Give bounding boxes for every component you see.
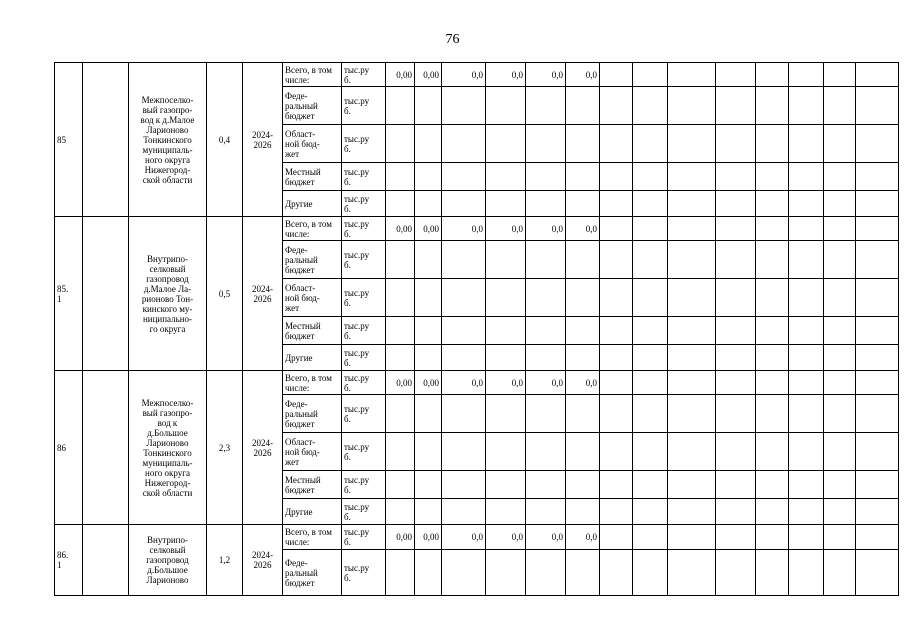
project-years: 2024- 2026 (243, 217, 283, 371)
empty-cell (526, 241, 566, 279)
funding-source: Феде- ральный бюджет (283, 395, 342, 433)
empty-cell (386, 550, 415, 596)
unit-cell: тыс.ру б. (342, 471, 386, 499)
total-value: 0,0 (442, 371, 486, 395)
project-length: 1,2 (207, 525, 243, 596)
unit-cell: тыс.ру б. (342, 125, 386, 163)
empty-cell (633, 279, 668, 317)
funding-source: Другие (283, 191, 342, 217)
funding-source: Местный бюджет (283, 471, 342, 499)
project-number: 86. 1 (55, 525, 83, 596)
empty-cell (526, 279, 566, 317)
empty-cell (824, 345, 856, 371)
unit-cell: тыс.ру б. (342, 163, 386, 191)
total-value: 0,0 (526, 63, 566, 87)
empty-cell (526, 191, 566, 217)
total-value: 0,0 (486, 217, 526, 241)
empty-cell (386, 279, 415, 317)
funding-source: Всего, в том числе: (283, 217, 342, 241)
empty-cell (415, 279, 442, 317)
empty-cell (716, 125, 756, 163)
empty-cell (83, 525, 129, 596)
empty-cell (789, 125, 824, 163)
table-row (55, 217, 899, 241)
empty-cell (756, 471, 789, 499)
empty-cell (415, 433, 442, 471)
empty-cell (486, 279, 526, 317)
empty-cell (824, 550, 856, 596)
funding-source: Област- ной бюд- жет (283, 279, 342, 317)
empty-cell (856, 471, 899, 499)
empty-cell (415, 345, 442, 371)
funding-source: Всего, в том числе: (283, 63, 342, 87)
empty-cell (386, 499, 415, 525)
empty-cell (856, 87, 899, 125)
empty-cell (789, 241, 824, 279)
project-name: Внутрипо- селковый газопровод д.Большое Ларионово (129, 525, 207, 596)
total-value: 0,0 (566, 525, 600, 550)
empty-cell (442, 125, 486, 163)
empty-cell (442, 471, 486, 499)
empty-cell (716, 241, 756, 279)
empty-cell (526, 471, 566, 499)
empty-cell (600, 317, 633, 345)
project-number: 85 (55, 63, 83, 217)
empty-cell (716, 217, 756, 241)
empty-cell (633, 125, 668, 163)
total-value: 0,00 (415, 63, 442, 87)
empty-cell (442, 345, 486, 371)
empty-cell (633, 433, 668, 471)
unit-cell: тыс.ру б. (342, 191, 386, 217)
funding-source: Местный бюджет (283, 163, 342, 191)
project-name: Внутрипо- селковый газопровод д.Малое Ла- рионово Тон- кинского му- ниципально- го округа (129, 217, 207, 371)
empty-cell (415, 499, 442, 525)
empty-cell (526, 163, 566, 191)
empty-cell (789, 433, 824, 471)
empty-cell (442, 191, 486, 217)
total-value: 0,0 (486, 371, 526, 395)
funding-source: Другие (283, 499, 342, 525)
project-name: Межпоселко- вый газопро- вод к д.Большое Ларионово Тонкинского муниципаль- ного округа Нижегород- ской области (129, 371, 207, 525)
funding-source: Всего, в том числе: (283, 371, 342, 395)
project-years: 2024- 2026 (243, 63, 283, 217)
unit-cell: тыс.ру б. (342, 63, 386, 87)
empty-cell (566, 433, 600, 471)
empty-cell (600, 87, 633, 125)
empty-cell (83, 371, 129, 525)
empty-cell (442, 87, 486, 125)
empty-cell (756, 317, 789, 345)
total-value: 0,00 (415, 217, 442, 241)
empty-cell (856, 191, 899, 217)
empty-cell (756, 395, 789, 433)
empty-cell (756, 163, 789, 191)
empty-cell (756, 63, 789, 87)
empty-cell (789, 217, 824, 241)
empty-cell (789, 345, 824, 371)
empty-cell (856, 163, 899, 191)
empty-cell (824, 241, 856, 279)
empty-cell (415, 317, 442, 345)
table-row (55, 525, 899, 550)
empty-cell (526, 550, 566, 596)
empty-cell (668, 217, 716, 241)
empty-cell (386, 433, 415, 471)
empty-cell (486, 433, 526, 471)
unit-cell: тыс.ру б. (342, 317, 386, 345)
total-value: 0,0 (442, 217, 486, 241)
empty-cell (83, 217, 129, 371)
total-value: 0,00 (386, 525, 415, 550)
unit-cell: тыс.ру б. (342, 345, 386, 371)
empty-cell (486, 163, 526, 191)
budget-table (54, 62, 899, 596)
empty-cell (566, 125, 600, 163)
empty-cell (600, 345, 633, 371)
unit-cell: тыс.ру б. (342, 525, 386, 550)
empty-cell (756, 371, 789, 395)
empty-cell (856, 217, 899, 241)
empty-cell (716, 317, 756, 345)
empty-cell (856, 241, 899, 279)
empty-cell (633, 217, 668, 241)
unit-cell: тыс.ру б. (342, 371, 386, 395)
empty-cell (856, 433, 899, 471)
empty-cell (756, 525, 789, 550)
unit-cell: тыс.ру б. (342, 433, 386, 471)
total-value: 0,0 (486, 63, 526, 87)
funding-source: Област- ной бюд- жет (283, 125, 342, 163)
empty-cell (566, 395, 600, 433)
unit-cell: тыс.ру б. (342, 499, 386, 525)
empty-cell (386, 317, 415, 345)
empty-cell (789, 550, 824, 596)
empty-cell (566, 550, 600, 596)
empty-cell (668, 433, 716, 471)
empty-cell (668, 525, 716, 550)
empty-cell (526, 395, 566, 433)
empty-cell (789, 63, 824, 87)
empty-cell (386, 191, 415, 217)
empty-cell (824, 63, 856, 87)
empty-cell (415, 471, 442, 499)
empty-cell (386, 125, 415, 163)
empty-cell (716, 550, 756, 596)
empty-cell (486, 550, 526, 596)
funding-source: Всего, в том числе: (283, 525, 342, 550)
empty-cell (824, 279, 856, 317)
empty-cell (566, 499, 600, 525)
empty-cell (633, 395, 668, 433)
table-row (55, 63, 899, 87)
total-value: 0,00 (415, 525, 442, 550)
project-length: 0,4 (207, 63, 243, 217)
empty-cell (386, 163, 415, 191)
empty-cell (415, 163, 442, 191)
funding-source: Феде- ральный бюджет (283, 87, 342, 125)
empty-cell (824, 525, 856, 550)
empty-cell (633, 87, 668, 125)
empty-cell (668, 499, 716, 525)
funding-source: Област- ной бюд- жет (283, 433, 342, 471)
empty-cell (633, 241, 668, 279)
empty-cell (633, 317, 668, 345)
empty-cell (756, 433, 789, 471)
empty-cell (789, 163, 824, 191)
empty-cell (716, 371, 756, 395)
empty-cell (415, 241, 442, 279)
empty-cell (600, 279, 633, 317)
empty-cell (386, 395, 415, 433)
empty-cell (600, 433, 633, 471)
total-value: 0,0 (526, 217, 566, 241)
empty-cell (824, 217, 856, 241)
empty-cell (486, 191, 526, 217)
empty-cell (83, 63, 129, 217)
empty-cell (633, 550, 668, 596)
empty-cell (756, 345, 789, 371)
empty-cell (756, 241, 789, 279)
empty-cell (526, 125, 566, 163)
empty-cell (386, 241, 415, 279)
empty-cell (856, 395, 899, 433)
empty-cell (633, 63, 668, 87)
total-value: 0,0 (526, 371, 566, 395)
empty-cell (756, 499, 789, 525)
empty-cell (600, 395, 633, 433)
empty-cell (716, 163, 756, 191)
empty-cell (600, 63, 633, 87)
empty-cell (526, 499, 566, 525)
empty-cell (668, 163, 716, 191)
total-value: 0,0 (442, 525, 486, 550)
empty-cell (633, 525, 668, 550)
project-years: 2024- 2026 (243, 371, 283, 525)
empty-cell (668, 345, 716, 371)
empty-cell (486, 471, 526, 499)
empty-cell (526, 345, 566, 371)
empty-cell (756, 125, 789, 163)
empty-cell (856, 345, 899, 371)
empty-cell (789, 525, 824, 550)
total-value: 0,0 (526, 525, 566, 550)
empty-cell (600, 163, 633, 191)
project-name: Межпоселко- вый газопро- вод к д.Малое Ларионово Тонкинского муниципаль- ного округа Нижегород- ской области (129, 63, 207, 217)
empty-cell (486, 87, 526, 125)
total-value: 0,0 (442, 63, 486, 87)
empty-cell (716, 471, 756, 499)
empty-cell (600, 550, 633, 596)
empty-cell (789, 471, 824, 499)
empty-cell (668, 279, 716, 317)
total-value: 0,0 (566, 217, 600, 241)
empty-cell (856, 317, 899, 345)
empty-cell (415, 191, 442, 217)
empty-cell (415, 125, 442, 163)
empty-cell (716, 63, 756, 87)
empty-cell (716, 525, 756, 550)
empty-cell (856, 550, 899, 596)
empty-cell (566, 87, 600, 125)
funding-source: Другие (283, 345, 342, 371)
empty-cell (486, 345, 526, 371)
project-length: 2,3 (207, 371, 243, 525)
empty-cell (789, 87, 824, 125)
empty-cell (415, 550, 442, 596)
empty-cell (566, 345, 600, 371)
empty-cell (442, 433, 486, 471)
empty-cell (668, 471, 716, 499)
empty-cell (789, 191, 824, 217)
empty-cell (566, 279, 600, 317)
total-value: 0,00 (386, 217, 415, 241)
total-value: 0,0 (566, 63, 600, 87)
page-number: 76 (445, 32, 460, 47)
empty-cell (756, 550, 789, 596)
empty-cell (633, 191, 668, 217)
empty-cell (668, 87, 716, 125)
empty-cell (716, 191, 756, 217)
empty-cell (789, 499, 824, 525)
empty-cell (716, 433, 756, 471)
empty-cell (526, 317, 566, 345)
empty-cell (824, 433, 856, 471)
empty-cell (789, 395, 824, 433)
empty-cell (716, 345, 756, 371)
empty-cell (824, 317, 856, 345)
empty-cell (600, 191, 633, 217)
empty-cell (600, 471, 633, 499)
empty-cell (600, 217, 633, 241)
total-value: 0,0 (566, 371, 600, 395)
empty-cell (386, 345, 415, 371)
empty-cell (668, 317, 716, 345)
empty-cell (633, 163, 668, 191)
empty-cell (442, 241, 486, 279)
empty-cell (486, 241, 526, 279)
empty-cell (415, 395, 442, 433)
empty-cell (824, 499, 856, 525)
project-length: 0,5 (207, 217, 243, 371)
empty-cell (716, 395, 756, 433)
project-number: 86 (55, 371, 83, 525)
empty-cell (633, 499, 668, 525)
empty-cell (756, 191, 789, 217)
empty-cell (856, 499, 899, 525)
empty-cell (824, 471, 856, 499)
empty-cell (442, 499, 486, 525)
funding-source: Местный бюджет (283, 317, 342, 345)
project-years: 2024- 2026 (243, 525, 283, 596)
empty-cell (668, 371, 716, 395)
empty-cell (386, 87, 415, 125)
empty-cell (442, 317, 486, 345)
empty-cell (442, 163, 486, 191)
unit-cell: тыс.ру б. (342, 217, 386, 241)
empty-cell (486, 125, 526, 163)
empty-cell (600, 371, 633, 395)
empty-cell (526, 433, 566, 471)
empty-cell (824, 371, 856, 395)
total-value: 0,00 (415, 371, 442, 395)
empty-cell (668, 395, 716, 433)
empty-cell (856, 525, 899, 550)
unit-cell: тыс.ру б. (342, 279, 386, 317)
empty-cell (756, 87, 789, 125)
empty-cell (856, 63, 899, 87)
empty-cell (486, 317, 526, 345)
empty-cell (566, 241, 600, 279)
empty-cell (633, 371, 668, 395)
total-value: 0,00 (386, 63, 415, 87)
empty-cell (566, 317, 600, 345)
empty-cell (442, 550, 486, 596)
empty-cell (856, 125, 899, 163)
empty-cell (824, 395, 856, 433)
empty-cell (824, 87, 856, 125)
empty-cell (824, 163, 856, 191)
empty-cell (486, 499, 526, 525)
unit-cell: тыс.ру б. (342, 87, 386, 125)
empty-cell (600, 241, 633, 279)
empty-cell (668, 191, 716, 217)
empty-cell (566, 191, 600, 217)
table-row (55, 371, 899, 395)
empty-cell (415, 87, 442, 125)
empty-cell (789, 371, 824, 395)
empty-cell (486, 395, 526, 433)
empty-cell (526, 87, 566, 125)
empty-cell (856, 279, 899, 317)
empty-cell (668, 241, 716, 279)
funding-source: Феде- ральный бюджет (283, 550, 342, 596)
unit-cell: тыс.ру б. (342, 241, 386, 279)
empty-cell (856, 371, 899, 395)
empty-cell (716, 499, 756, 525)
empty-cell (668, 63, 716, 87)
empty-cell (756, 217, 789, 241)
empty-cell (633, 471, 668, 499)
empty-cell (668, 125, 716, 163)
empty-cell (789, 279, 824, 317)
empty-cell (600, 525, 633, 550)
empty-cell (668, 550, 716, 596)
total-value: 0,00 (386, 371, 415, 395)
empty-cell (633, 345, 668, 371)
empty-cell (824, 125, 856, 163)
empty-cell (716, 87, 756, 125)
empty-cell (442, 279, 486, 317)
project-number: 85. 1 (55, 217, 83, 371)
empty-cell (566, 163, 600, 191)
empty-cell (442, 395, 486, 433)
empty-cell (824, 191, 856, 217)
total-value: 0,0 (486, 525, 526, 550)
empty-cell (600, 499, 633, 525)
empty-cell (789, 317, 824, 345)
empty-cell (600, 125, 633, 163)
funding-source: Феде- ральный бюджет (283, 241, 342, 279)
empty-cell (716, 279, 756, 317)
unit-cell: тыс.ру б. (342, 395, 386, 433)
unit-cell: тыс.ру б. (342, 550, 386, 596)
empty-cell (756, 279, 789, 317)
empty-cell (566, 471, 600, 499)
empty-cell (386, 471, 415, 499)
